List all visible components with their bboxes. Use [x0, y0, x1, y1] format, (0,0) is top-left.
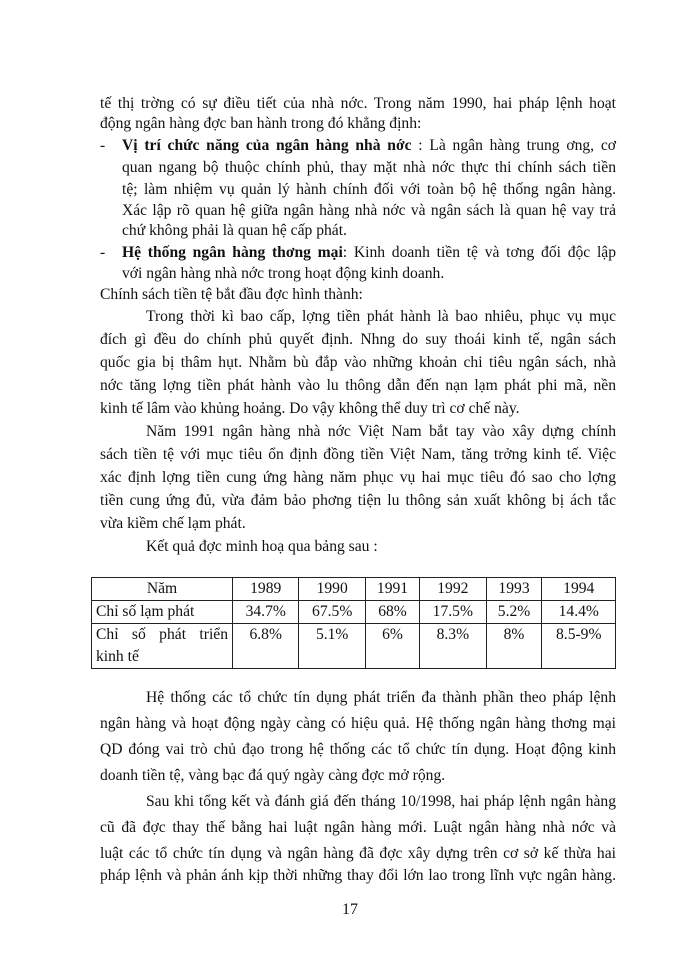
table-header-row: [92, 578, 616, 601]
bullet1-title: Vị trí chức năng của ngân hàng nhà nớc: [122, 137, 412, 154]
bullet2-rest: : Kinh doanh tiền tệ và tơng đối độc lập: [342, 244, 617, 261]
table-row: [92, 601, 616, 624]
row-label-growth-line-2: kinh tế: [96, 648, 139, 665]
para3-line-4: doanh tiền tệ, vàng bạc đá quý ngày càng đợc mở rộng.: [100, 767, 446, 784]
table-cell: 34.7%: [233, 601, 299, 624]
header-cell: 1991: [365, 578, 419, 601]
header-cell-year: Năm: [92, 578, 233, 601]
para1-line-5: kinh tế lâm vào khủng hoảng. Do vậy không thể duy trì cơ chế này.: [100, 400, 520, 417]
header-cell: 1993: [486, 578, 542, 601]
bullet-marker-2: -: [100, 244, 106, 261]
table-row: [92, 624, 616, 669]
bullet1-rest: : Là ngân hàng trung ơng, cơ: [411, 137, 617, 154]
header-cell: 1990: [299, 578, 365, 601]
bullet1-line-3: tệ; làm nhiệm vụ quản lý hành chính đối với toàn bộ hệ thống ngân hàng.: [122, 181, 616, 198]
para4-line-3: luật các tổ chức tín dụng và ngân hàng đã đợc xây dựng trên cơ sở kế thừa hai: [100, 845, 616, 862]
para1-line-2: đích gì đều do chính phủ quyết định. Nhng do suy thoái kinh tế, ngân sách: [100, 331, 616, 348]
bullet2-title: Hệ thống ngân hàng thơng mại: [122, 244, 343, 261]
header-cell: 1992: [420, 578, 486, 601]
data-table: [91, 577, 616, 669]
bullet2-line-2: với ngân hàng nhà nớc trong hoạt động kinh doanh.: [122, 265, 445, 282]
table-cell: 8.3%: [420, 624, 486, 669]
intro-line-1: tế thị trờng có sự điều tiết của nhà nớc. Trong năm 1990, hai pháp lệnh hoạt: [100, 95, 616, 112]
bullet2-first-line: [122, 243, 616, 263]
table-cell: 8.5-9%: [542, 624, 616, 669]
table-cell: 17.5%: [420, 601, 486, 624]
bullet-marker-1: -: [100, 137, 106, 154]
table-cell: 14.4%: [542, 601, 616, 624]
bullet1-line-2: quan ngang bộ thuộc chính phủ, thay mặt nhà nớc thực thi chính sách tiền: [122, 159, 616, 176]
para1-line-1: Trong thời kì bao cấp, lợng tiền phát hành là bao nhiêu, phục vụ mục: [146, 308, 616, 325]
para2-line-3: xác định lợng tiền cung ứng hàng năm phục vụ hai mục tiêu đó sao cho lợng: [100, 469, 616, 486]
para2-line-2: sách tiền tệ với mục tiêu ổn định đồng tiền Việt Nam, tăng trởng kinh tế. Việc: [100, 446, 616, 463]
para4-line-4: pháp lệnh và phản ánh kịp thời những thay đổi lớn lao trong lĩnh vực ngân hàng.: [100, 867, 616, 884]
intro-line-2: động ngân hàng đợc ban hành trong đó khẳng định:: [100, 115, 422, 132]
para4-line-2: cũ đã đợc thay thế bằng hai luật ngân hàng mới. Luật ngân hàng nhà nớc và: [100, 819, 616, 836]
table-caption: Kết quả đợc minh hoạ qua bảng sau :: [146, 538, 378, 555]
bullet1-first-line: [122, 136, 616, 156]
bullet1-line-4: Xác lập rõ quan hệ giữa ngân hàng nhà nớc và ngân sách là quan hệ vay trả: [122, 202, 616, 219]
bullet1-line-5: chứ không phải là quan hệ cấp phát.: [122, 222, 347, 239]
table-cell: 5.1%: [299, 624, 365, 669]
para2-line-1: Năm 1991 ngân hàng nhà nớc Việt Nam bắt tay vào xây dựng chính: [146, 423, 616, 440]
page-number: 17: [342, 901, 358, 918]
header-cell: 1994: [542, 578, 616, 601]
section-heading: Chính sách tiền tệ bắt đầu đợc hình thành:: [100, 286, 363, 303]
para4-line-1: Sau khi tổng kết và đánh giá đến tháng 10/1998, hai pháp lệnh ngân hàng: [146, 793, 616, 810]
para3-line-3: QD đóng vai trò chủ đạo trong hệ thống các tổ chức tín dụng. Hoạt động kinh: [100, 741, 616, 758]
table-cell: 67.5%: [299, 601, 365, 624]
table-cell: 5.2%: [486, 601, 542, 624]
para3-line-1: Hệ thống các tổ chức tín dụng phát triển đa thành phần theo pháp lệnh: [146, 689, 616, 706]
table-cell: 8%: [486, 624, 542, 669]
para1-line-3: quốc gia bị thâm hụt. Nhằm bù đắp vào những khoản chi tiêu ngân sách, nhà: [100, 354, 616, 371]
header-cell: 1989: [233, 578, 299, 601]
row-label-growth: [92, 624, 233, 669]
para1-line-4: nớc tăng lợng tiền phát hành vào lu thông dẫn đến nạn lạm phát phi mã, nền: [100, 377, 616, 394]
row-label-inflation: Chỉ số lạm phát: [92, 601, 233, 624]
para3-line-2: ngân hàng và hoạt động ngày càng có hiệu quả. Hệ thống ngân hàng thơng mại: [100, 715, 616, 732]
table-cell: 68%: [365, 601, 419, 624]
table-cell: 6%: [365, 624, 419, 669]
para2-line-5: vừa kiềm chế lạm phát.: [100, 515, 246, 532]
row-label-growth-line-1: Chỉ số phát triển: [96, 626, 228, 643]
table-cell: 6.8%: [233, 624, 299, 669]
para2-line-4: tiền cung ứng đủ, vừa đảm bảo phơng tiện lu thông sản xuất không bị ách tắc: [100, 492, 616, 509]
